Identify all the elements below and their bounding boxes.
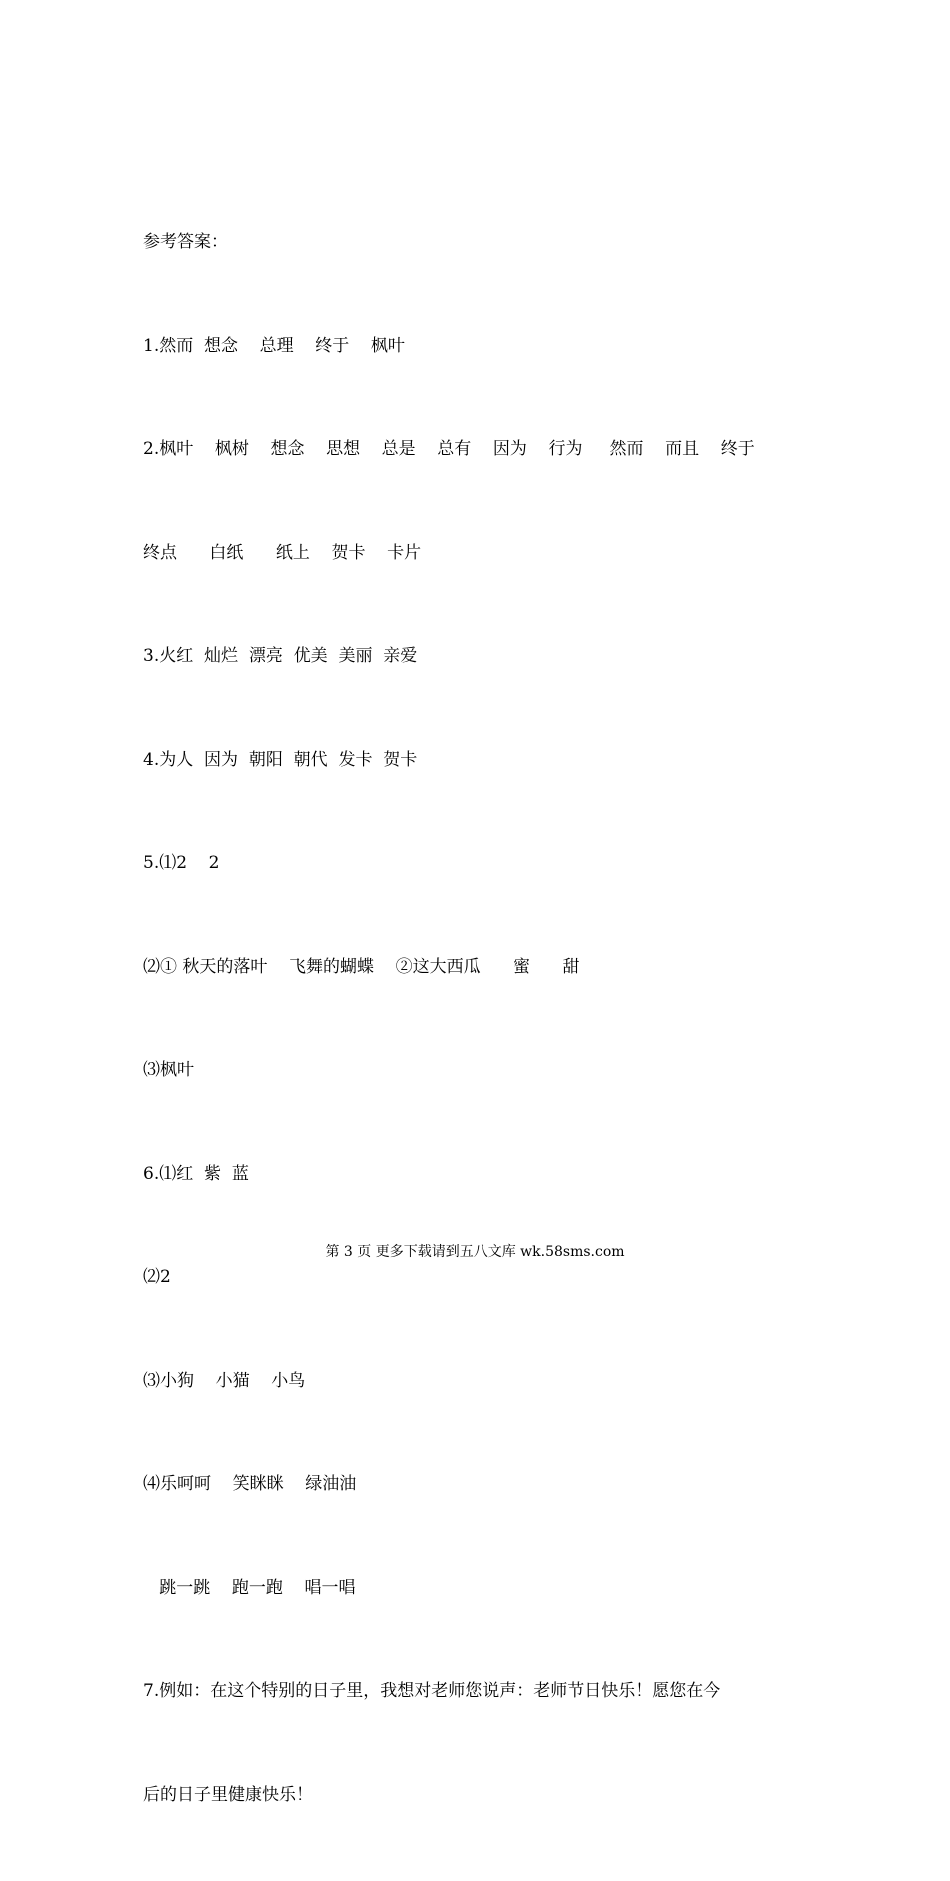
answer-line-3: 3.火红 灿烂 漂亮 优美 美丽 亲爱 bbox=[143, 646, 418, 666]
answer-line-4: 4.为人 因为 朝阳 朝代 发卡 贺卡 bbox=[143, 749, 418, 770]
answer-line-2-continued: 终点 白纸 纸上 贺卡 卡片 bbox=[143, 542, 422, 563]
answer-line-5-2: ⑵① 秋天的落叶 飞舞的蝴蝶 ②这大西瓜 蜜 甜 bbox=[143, 956, 580, 977]
answer-line-1: 1.然而 想念 总理 终于 枫叶 bbox=[143, 335, 405, 356]
answer-line-7: 7.例如：在这个特别的日子里，我想对老师您说声：老师节日快乐！愿您在今 bbox=[143, 1681, 721, 1701]
page-footer: 第 3 页 更多下载请到五八文库 wk.58sms.com bbox=[325, 1244, 625, 1260]
answer-line-6-2: ⑵2 bbox=[143, 1267, 171, 1287]
answer-line-6-1: 6.⑴红 紫 蓝 bbox=[143, 1163, 249, 1184]
answer-line-7-continued: 后的日子里健康快乐！ bbox=[143, 1784, 313, 1805]
answer-heading: 参考答案： bbox=[143, 232, 228, 252]
answer-line-6-4: ⑷乐呵呵 笑眯眯 绿油油 bbox=[143, 1474, 357, 1494]
answer-line-6-3: ⑶小狗 小猫 小鸟 bbox=[143, 1370, 306, 1391]
answer-line-2: 2.枫叶 枫树 想念 思想 总是 总有 因为 行为 然而 而且 终于 bbox=[143, 439, 755, 459]
answer-line-5-3: ⑶枫叶 bbox=[143, 1060, 194, 1080]
answer-line-5-1: 5.⑴2 2 bbox=[143, 853, 220, 873]
answer-section bbox=[143, 156, 823, 1881]
answer-line-6-4-continued: 跳一跳 跑一跑 唱一唱 bbox=[143, 1577, 356, 1598]
